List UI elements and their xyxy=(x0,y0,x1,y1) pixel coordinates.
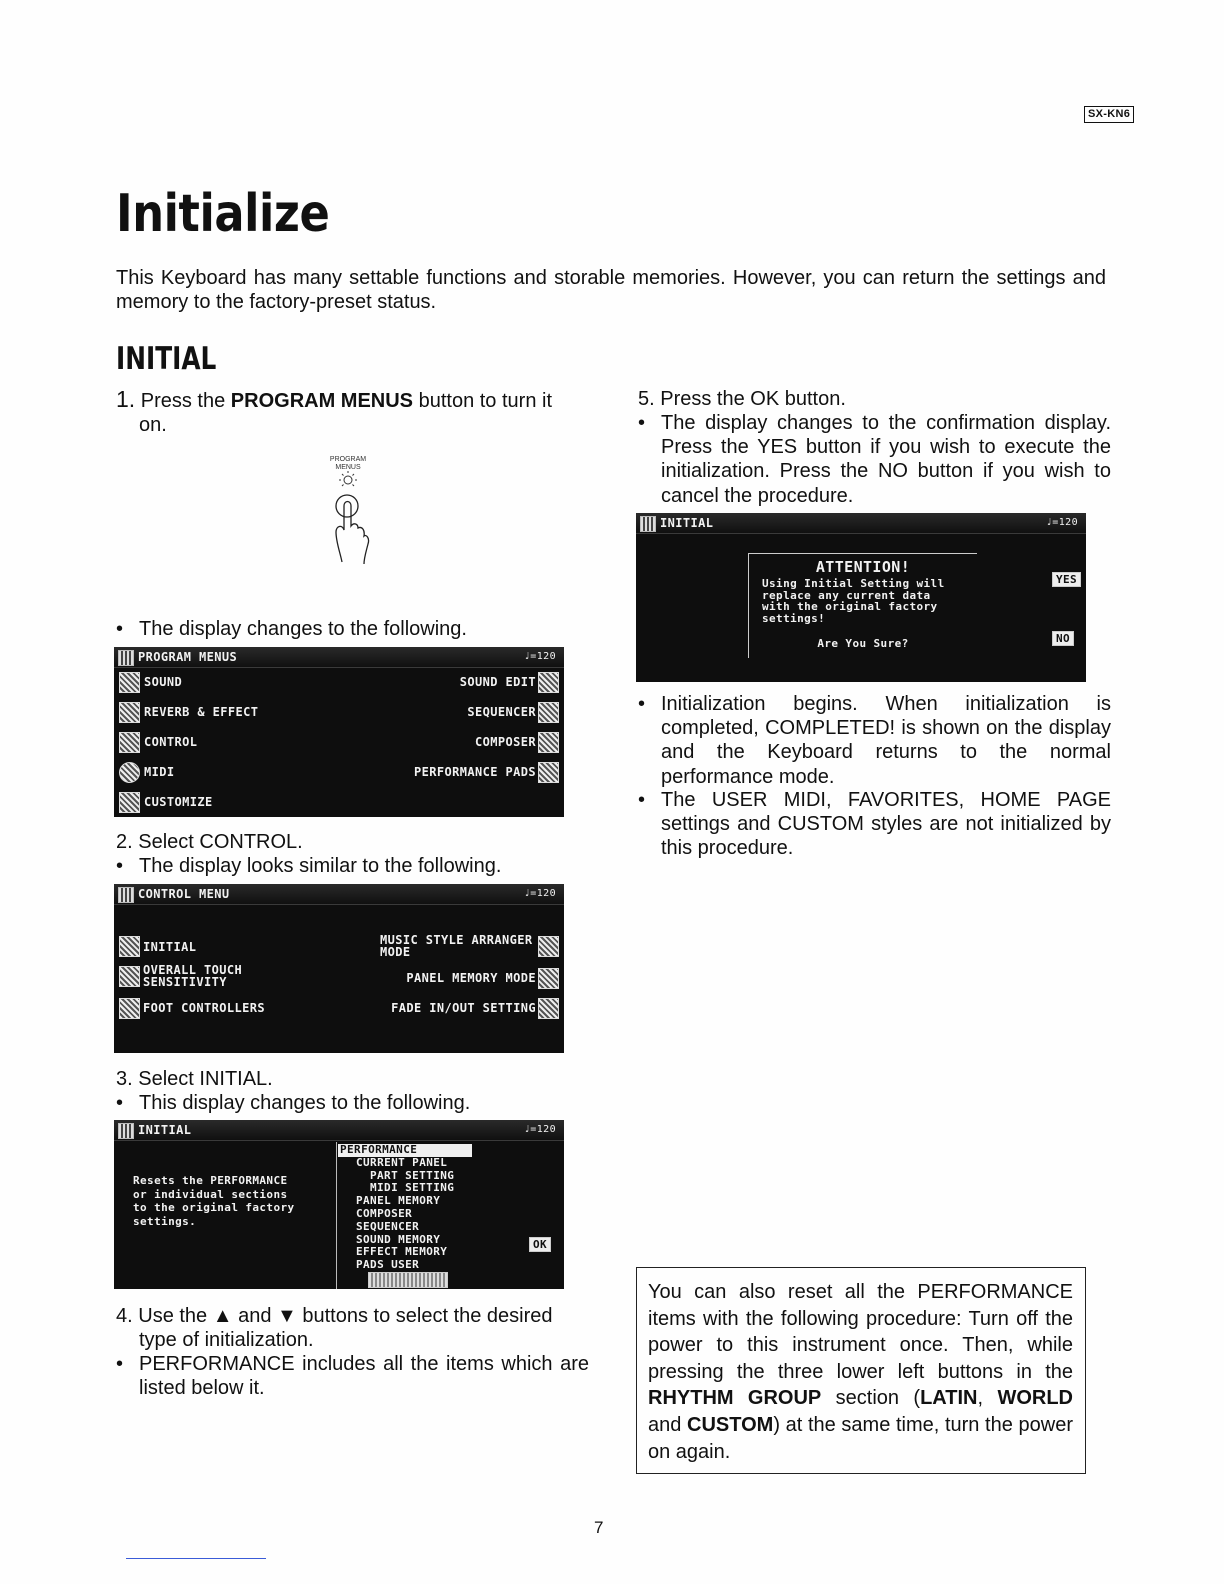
menu-item-music-style-arranger-mode[interactable]: MUSIC STYLE ARRANGER MODE xyxy=(380,933,533,959)
yes-button[interactable]: YES xyxy=(1052,572,1081,587)
list-item[interactable]: SOUND MEMORY xyxy=(356,1232,441,1246)
no-button[interactable]: NO xyxy=(1052,631,1074,646)
menu-item-control[interactable]: CONTROL xyxy=(144,735,198,749)
menu-item-composer[interactable]: COMPOSER xyxy=(475,735,536,749)
list-item[interactable]: MIDI SETTING xyxy=(370,1181,455,1195)
composer-icon xyxy=(538,732,559,753)
menu-item-sequencer[interactable]: SEQUENCER xyxy=(467,705,536,719)
footer-rule xyxy=(126,1558,266,1559)
screen-titlebar xyxy=(114,1120,564,1141)
menu-item-sound[interactable]: SOUND xyxy=(144,675,183,689)
step-5-bullet-2: • Initialization begins. When initialization is completed, COMPLETED! is shown on the display and the Keyboard returns to the normal performance mode. xyxy=(638,692,1111,789)
menu-item-foot-controllers[interactable]: FOOT CONTROLLERS xyxy=(143,1001,265,1015)
step-4-bullet: • PERFORMANCE includes all the items which are listed below it. xyxy=(116,1352,589,1400)
initial-description: Resets the PERFORMANCE or individual sections to the original factory settings. xyxy=(133,1174,295,1228)
tempo-readout: ♩=120 xyxy=(523,1124,556,1135)
list-item-selected[interactable]: PERFORMANCE xyxy=(338,1144,472,1157)
screen-titlebar xyxy=(114,884,564,905)
list-item[interactable]: COMPOSER xyxy=(356,1206,413,1220)
screen-titlebar xyxy=(114,647,564,668)
page-number: 7 xyxy=(594,1518,604,1537)
performance-pads-icon xyxy=(538,762,559,783)
note-box: You can also reset all the PERFORMANCE items with the following procedure: Turn off the power to this instrument once. Then, while pressing the three lower left buttons in the RHYTHM GROUP section (LATIN, WORLD and CUSTOM) at the same time, turn the power on again. xyxy=(636,1267,1086,1474)
step-1-bullet: • The display changes to the following. xyxy=(116,617,589,641)
tempo-readout: ♩=120 xyxy=(523,651,556,662)
step-1-text: 1. Press the PROGRAM MENUS button to turn it on. xyxy=(116,386,553,437)
menu-item-performance-pads[interactable]: PERFORMANCE PADS xyxy=(414,765,536,779)
control-menu-icon xyxy=(118,887,134,903)
sequencer-icon xyxy=(538,702,559,723)
panel-memory-icon xyxy=(538,968,559,989)
attention-question: Are You Sure? xyxy=(817,637,909,650)
initial-icon xyxy=(640,516,656,532)
step-5-bullet-3: • The USER MIDI, FAVORITES, HOME PAGE settings and CUSTOM styles are not initialized by this procedure. xyxy=(638,788,1111,861)
step-3-text: 3. Select INITIAL. xyxy=(116,1068,273,1090)
up-arrow-icon: ▲ xyxy=(212,1305,233,1327)
control-icon xyxy=(119,732,140,753)
step-4-text: 4. Use the ▲ and ▼ buttons to select the desired type of initialization. xyxy=(116,1305,553,1352)
menu-item-fade-in-out[interactable]: FADE IN/OUT SETTING xyxy=(391,1001,536,1015)
midi-icon xyxy=(119,762,140,783)
step-5-bullet-1: • The display changes to the confirmation display. Press the YES button if you wish to execute the initialization. Press the NO button if you wish to cancel the procedure. xyxy=(638,411,1111,508)
customize-icon xyxy=(119,792,140,813)
down-arrow-icon: ▼ xyxy=(277,1305,297,1327)
page-title: Initialize xyxy=(116,184,330,244)
initial-icon xyxy=(119,936,140,957)
step-2-bullet: • The display looks similar to the following. xyxy=(116,854,589,878)
list-item[interactable]: PANEL MEMORY xyxy=(356,1194,441,1208)
scroll-arrows[interactable] xyxy=(368,1272,448,1288)
list-item[interactable]: SEQUENCER xyxy=(356,1219,420,1233)
screen-attention xyxy=(636,513,1086,682)
button-label: PROGRAM xyxy=(329,456,367,463)
reverb-effect-icon xyxy=(119,702,140,723)
tempo-readout: ♩=120 xyxy=(1045,517,1078,528)
list-divider xyxy=(336,1142,337,1289)
menu-item-midi[interactable]: MIDI xyxy=(144,765,175,779)
initial-type-list xyxy=(338,1144,472,1272)
tempo-readout: ♩=120 xyxy=(523,888,556,899)
screen-title: PROGRAM MENUS xyxy=(138,650,238,664)
screen-title: INITIAL xyxy=(138,1123,192,1137)
initial-icon xyxy=(118,1123,134,1139)
sound-icon xyxy=(119,672,140,693)
music-style-arranger-icon xyxy=(538,936,559,957)
sound-edit-icon xyxy=(538,672,559,693)
intro-paragraph: This Keyboard has many settable functions and storable memories. However, you can return the settings and memory to the factory-preset status. xyxy=(116,267,1106,314)
screen-titlebar xyxy=(636,513,1086,534)
touch-sensitivity-icon xyxy=(119,966,140,987)
screen-program-menus xyxy=(114,647,564,817)
screen-title: INITIAL xyxy=(660,516,714,530)
finger-press-icon xyxy=(318,470,378,590)
program-menus-icon xyxy=(118,650,134,666)
menu-item-panel-memory-mode[interactable]: PANEL MEMORY MODE xyxy=(406,971,536,985)
screen-title: CONTROL MENU xyxy=(138,887,230,901)
attention-heading: ATTENTION! xyxy=(815,558,911,576)
foot-controllers-icon xyxy=(119,998,140,1019)
fade-icon xyxy=(538,998,559,1019)
list-item[interactable]: PADS USER xyxy=(356,1258,420,1272)
menu-item-customize[interactable]: CUSTOMIZE xyxy=(144,795,213,809)
ok-button[interactable]: OK xyxy=(529,1237,551,1252)
step-3-bullet: • This display changes to the following. xyxy=(116,1091,589,1115)
screen-control-menu xyxy=(114,884,564,1053)
model-tag: SX-KN6 xyxy=(1084,106,1134,123)
list-item[interactable]: EFFECT MEMORY xyxy=(356,1245,448,1259)
menu-item-sound-edit[interactable]: SOUND EDIT xyxy=(459,675,536,689)
step-2-text: 2. Select CONTROL. xyxy=(116,831,303,853)
step-5-text: 5. Press the OK button. xyxy=(638,388,846,410)
list-item[interactable]: CURRENT PANEL xyxy=(356,1155,448,1169)
step-1 xyxy=(116,387,566,437)
attention-message: Using Initial Setting will replace any current data with the original factory settings! xyxy=(762,577,945,625)
button-label-2: MENUS xyxy=(335,464,361,471)
section-heading: INITIAL xyxy=(116,341,217,377)
program-menus-button-illustration xyxy=(318,456,378,576)
menu-item-initial[interactable]: INITIAL xyxy=(143,940,197,954)
menu-item-overall-touch[interactable]: OVERALL TOUCH SENSITIVITY xyxy=(143,963,243,989)
attention-dialog xyxy=(748,553,977,658)
list-item[interactable]: PART SETTING xyxy=(370,1168,455,1182)
screen-initial xyxy=(114,1120,564,1289)
menu-item-reverb-effect[interactable]: REVERB & EFFECT xyxy=(144,705,259,719)
